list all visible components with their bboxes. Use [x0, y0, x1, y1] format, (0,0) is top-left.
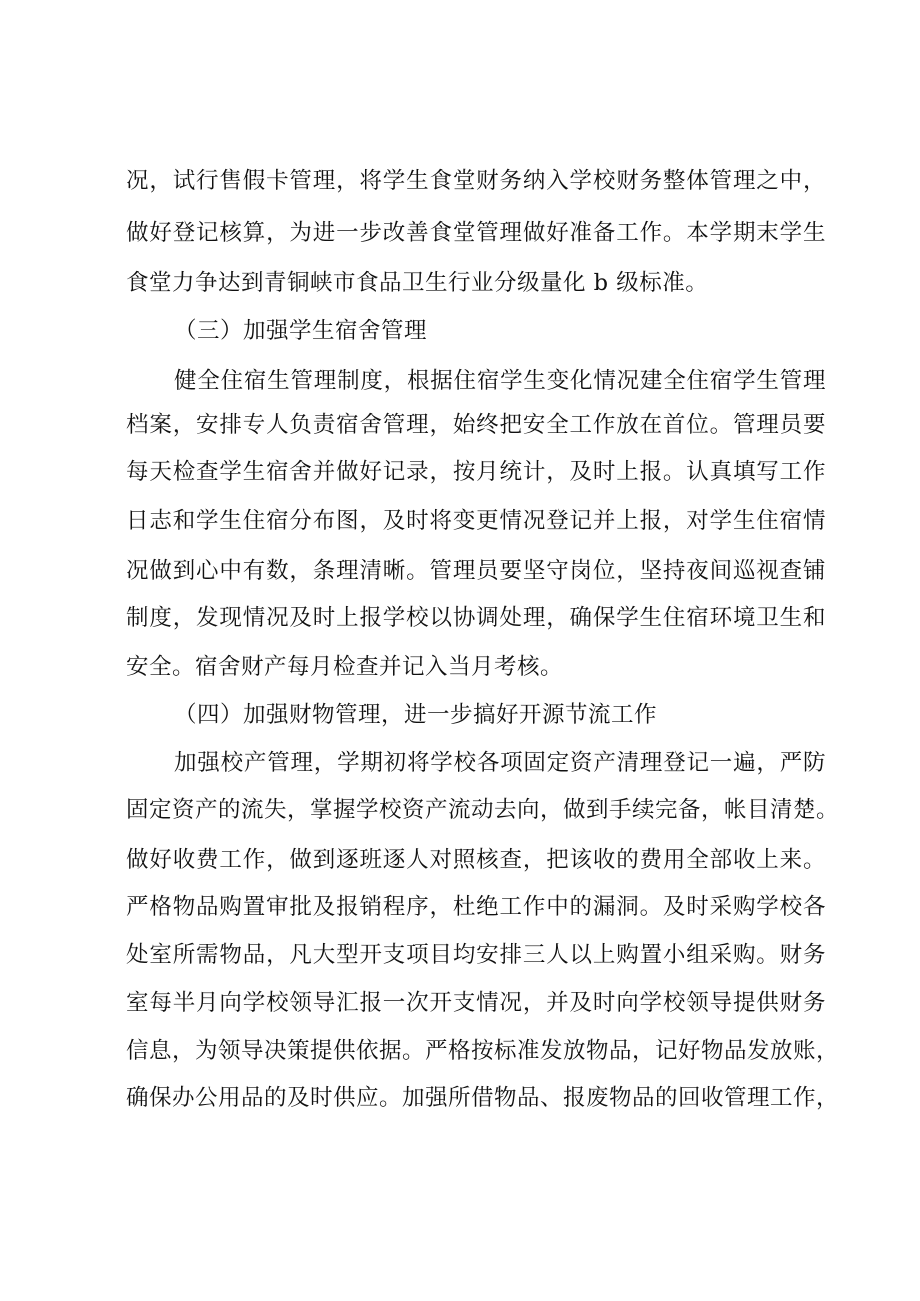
body-text-line: 做好登记核算，为进一步改善食堂管理做好准备工作。本学期末学生 — [126, 220, 826, 246]
body-text-line: 安全。宿舍财产每月检查并记入当月考核。 — [126, 654, 564, 680]
body-text-line: 加强校产管理，学期初将学校各项固定资产清理登记一遍，严防 — [174, 750, 826, 776]
body-text-line: 严格物品购置审批及报销程序，杜绝工作中的漏洞。及时采购学校各 — [126, 894, 826, 920]
body-text-line: 健全住宿生管理制度，根据住宿学生变化情况建全住宿学生管理 — [174, 368, 826, 394]
body-text-line: 做好收费工作，做到逐班逐人对照核查，把该收的费用全部收上来。 — [126, 847, 826, 873]
body-text-line: 每天检查学生宿舍并做好记录，按月统计，及时上报。认真填写工作 — [126, 459, 826, 485]
body-text-line: 况，试行售假卡管理，将学生食堂财务纳入学校财务整体管理之中， — [126, 168, 826, 194]
body-text-line: 制度，发现情况及时上报学校以协调处理，确保学生住宿环境卫生和 — [126, 605, 826, 631]
body-text-line: 食堂力争达到青铜峡市食品卫生行业分级量化 b 级标准。 — [126, 270, 709, 296]
body-text-line: 况做到心中有数，条理清晰。管理员要坚守岗位，坚持夜间巡视查铺 — [126, 558, 826, 584]
body-text-line: 档案，安排专人负责宿舍管理，始终把安全工作放在首位。管理员要 — [126, 412, 826, 438]
body-text-line: 室每半月向学校领导汇报一次开支情况，并及时向学校领导提供财务 — [126, 990, 826, 1016]
body-text-line: 处室所需物品，凡大型开支项目均安排三人以上购置小组采购。财务 — [126, 942, 826, 968]
body-text-line: 信息，为领导决策提供依据。严格按标准发放物品，记好物品发放账， — [126, 1038, 840, 1064]
body-text-line: 确保办公用品的及时供应。加强所借物品、报废物品的回收管理工作， — [126, 1085, 840, 1111]
body-text-line: 日志和学生住宿分布图，及时将变更情况登记并上报，对学生住宿情 — [126, 508, 826, 534]
body-text-line: 固定资产的流失，掌握学校资产流动去向，做到手续完备，帐目清楚。 — [126, 797, 840, 823]
section-heading: （三）加强学生宿舍管理 — [174, 318, 428, 344]
section-heading: （四）加强财物管理，进一步搞好开源节流工作 — [174, 702, 658, 728]
